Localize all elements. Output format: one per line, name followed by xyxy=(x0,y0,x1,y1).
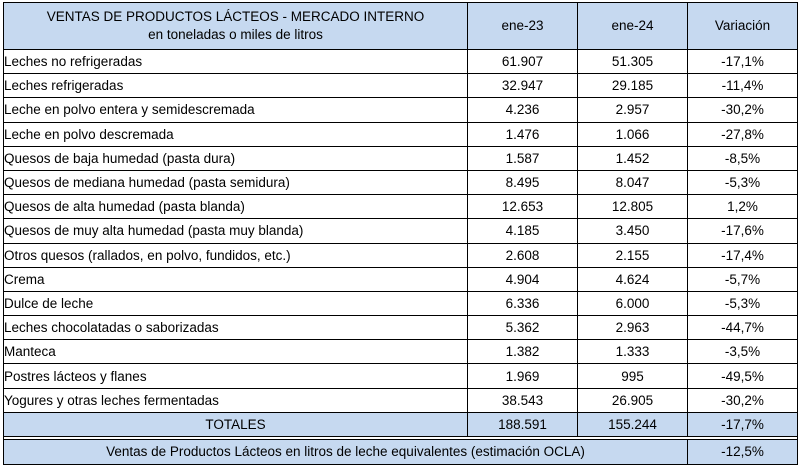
row-variation: -5,3% xyxy=(688,291,798,315)
row-label: Quesos de mediana humedad (pasta semidura) xyxy=(4,170,468,194)
row-variation: -17,1% xyxy=(688,50,798,74)
totals-row xyxy=(4,412,798,436)
table-title-cell xyxy=(4,3,468,50)
row-label: Yogures y otras leches fermentadas xyxy=(4,388,468,412)
table-row xyxy=(4,170,798,194)
row-variation: -5,3% xyxy=(688,170,798,194)
table-row xyxy=(4,316,798,340)
table-row xyxy=(4,219,798,243)
row-value-ene23: 6.336 xyxy=(468,291,578,315)
column-header-ene23: ene-23 xyxy=(468,3,578,50)
row-value-ene23: 2.608 xyxy=(468,243,578,267)
row-value-ene24: 12.805 xyxy=(578,195,688,219)
row-label: Postres lácteos y flanes xyxy=(4,364,468,388)
row-value-ene23: 4.904 xyxy=(468,267,578,291)
table-row xyxy=(4,267,798,291)
table-row xyxy=(4,98,798,122)
row-value-ene23: 1.476 xyxy=(468,122,578,146)
row-variation: -17,4% xyxy=(688,243,798,267)
row-value-ene24: 8.047 xyxy=(578,170,688,194)
footer-label: Ventas de Productos Lácteos en litros de leche equivalentes (estimación OCLA) xyxy=(4,439,688,464)
row-value-ene23: 5.362 xyxy=(468,316,578,340)
table-row xyxy=(4,388,798,412)
row-variation: -30,2% xyxy=(688,98,798,122)
row-label: Leche en polvo descremada xyxy=(4,122,468,146)
row-label: Leches no refrigeradas xyxy=(4,50,468,74)
table-row xyxy=(4,291,798,315)
row-variation: -5,7% xyxy=(688,267,798,291)
table-row xyxy=(4,195,798,219)
footer-variation: -12,5% xyxy=(688,439,798,464)
totals-label: TOTALES xyxy=(4,412,468,436)
row-label: Quesos de muy alta humedad (pasta muy blanda) xyxy=(4,219,468,243)
row-value-ene24: 6.000 xyxy=(578,291,688,315)
row-label: Dulce de leche xyxy=(4,291,468,315)
row-label: Leche en polvo entera y semidescremada xyxy=(4,98,468,122)
row-variation: -49,5% xyxy=(688,364,798,388)
row-value-ene23: 61.907 xyxy=(468,50,578,74)
table-header-row xyxy=(4,3,798,50)
row-value-ene24: 1.452 xyxy=(578,146,688,170)
row-value-ene24: 1.333 xyxy=(578,340,688,364)
row-value-ene23: 38.543 xyxy=(468,388,578,412)
row-value-ene23: 32.947 xyxy=(468,74,578,98)
table-row xyxy=(4,243,798,267)
row-label: Leches chocolatadas o saborizadas xyxy=(4,316,468,340)
row-value-ene24: 4.624 xyxy=(578,267,688,291)
row-value-ene24: 2.957 xyxy=(578,98,688,122)
row-variation: -11,4% xyxy=(688,74,798,98)
table-row xyxy=(4,340,798,364)
row-value-ene24: 51.305 xyxy=(578,50,688,74)
row-label: Quesos de alta humedad (pasta blanda) xyxy=(4,195,468,219)
row-variation: -8,5% xyxy=(688,146,798,170)
row-variation: -17,6% xyxy=(688,219,798,243)
row-value-ene24: 1.066 xyxy=(578,122,688,146)
row-value-ene23: 8.495 xyxy=(468,170,578,194)
row-label: Crema xyxy=(4,267,468,291)
row-label: Otros quesos (rallados, en polvo, fundidos, etc.) xyxy=(4,243,468,267)
row-value-ene24: 2.155 xyxy=(578,243,688,267)
row-label: Leches refrigeradas xyxy=(4,74,468,98)
row-value-ene24: 2.963 xyxy=(578,316,688,340)
row-value-ene23: 1.382 xyxy=(468,340,578,364)
row-value-ene23: 12.653 xyxy=(468,195,578,219)
row-value-ene24: 29.185 xyxy=(578,74,688,98)
row-variation: -27,8% xyxy=(688,122,798,146)
table-row xyxy=(4,122,798,146)
row-value-ene23: 4.236 xyxy=(468,98,578,122)
column-header-ene24: ene-24 xyxy=(578,3,688,50)
row-variation: -3,5% xyxy=(688,340,798,364)
row-label: Manteca xyxy=(4,340,468,364)
totals-value-ene24: 155.244 xyxy=(578,412,688,436)
totals-value-ene23: 188.591 xyxy=(468,412,578,436)
row-variation: -44,7% xyxy=(688,316,798,340)
table-body xyxy=(4,50,798,465)
table-row xyxy=(4,146,798,170)
row-label: Quesos de baja humedad (pasta dura) xyxy=(4,146,468,170)
column-header-variacion: Variación xyxy=(688,3,798,50)
row-value-ene24: 26.905 xyxy=(578,388,688,412)
row-value-ene24: 995 xyxy=(578,364,688,388)
row-value-ene23: 1.969 xyxy=(468,364,578,388)
row-variation: 1,2% xyxy=(688,195,798,219)
row-variation: -30,2% xyxy=(688,388,798,412)
table-row xyxy=(4,364,798,388)
table-row xyxy=(4,50,798,74)
dairy-sales-table xyxy=(3,2,798,465)
row-value-ene23: 4.185 xyxy=(468,219,578,243)
totals-variation: -17,7% xyxy=(688,412,798,436)
row-value-ene23: 1.587 xyxy=(468,146,578,170)
table-row xyxy=(4,74,798,98)
table-title-line1: VENTAS DE PRODUCTOS LÁCTEOS - MERCADO INTERNO xyxy=(46,8,425,24)
row-value-ene24: 3.450 xyxy=(578,219,688,243)
table-title-line2: en toneladas o miles de litros xyxy=(148,27,323,42)
